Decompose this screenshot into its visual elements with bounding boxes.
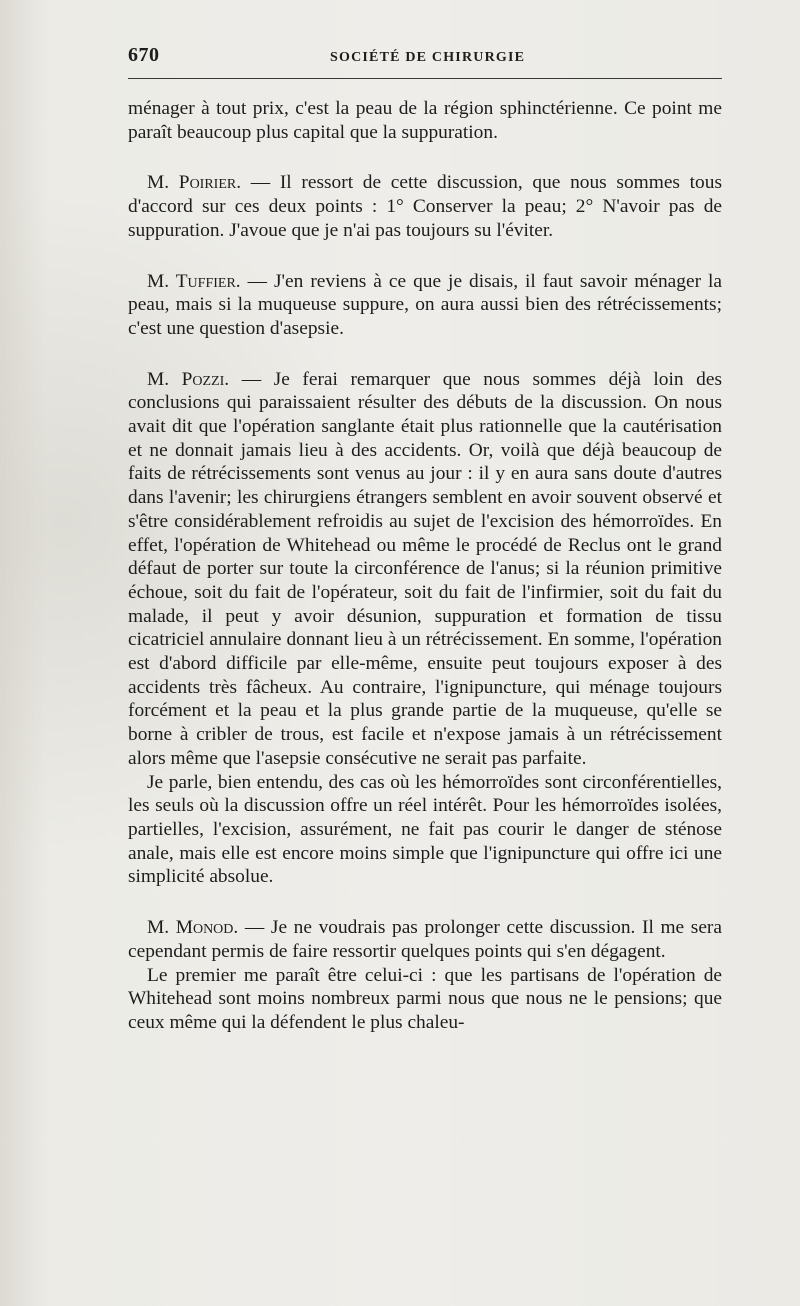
speaker-name: M. Pozzi. (147, 368, 230, 390)
speaker-name: M. Poirier. (147, 172, 242, 194)
paragraph-continued (128, 97, 722, 144)
paragraph-text: Le premier me paraît être celui-ci : que les partisans de l'opération de Whitehead sont moins nombreux parmi nous que nous ne le pensions; que ceux même qui la défendent le plus chaleu- (128, 964, 722, 1033)
paragraph-monod (128, 916, 722, 963)
header-rule (128, 78, 722, 79)
running-head (128, 44, 722, 72)
paragraph-monod-continued (128, 964, 722, 1035)
running-title: SOCIÉTÉ DE CHIRURGIE (330, 50, 526, 65)
body-text (128, 97, 722, 1035)
paragraph-text: — Il ressort de cette discussion, que nous sommes tous d'accord sur ces deux points : 1° Conserver la peau; 2° N'avoir pas de suppuration. J'avoue que je n'ai pas toujours su l'éviter. (128, 172, 722, 241)
paragraph-pozzi (128, 368, 722, 771)
speaker-name: M. Monod. (147, 917, 239, 939)
paragraph-text: — Je ferai remarquer que nous sommes déjà loin des conclusions qui paraissaient résulter des débuts de la discussion. On nous avait dit que l'opération sanglante était plus rationnelle que la cautérisation et ne donnait jamais lieu à des accidents. Or, voilà que déjà beaucoup de faits de rétrécissements sont venus au jour : il y en aura sans doute d'autres dans l'avenir; les chirurgiens étrangers semblent en avoir souvent observé et s'être considérablement refroidis au sujet de l'excision des hémorroïdes. En effet, l'opération de Whitehead ou même le procédé de Reclus ont le grand défaut de porter sur toute la circonférence de l'anus; si la réunion primitive échoue, soit du fait de l'opérateur, soit du fait de l'infirmier, soit du fait du malade, il peut y avoir désunion, suppuration et formation de tissu cicatriciel annulaire donnant lieu à un rétrécissement. En somme, l'opération est d'abord difficile par elle-même, ensuite peut toujours exposer à des accidents très fâcheux. Au contraire, l'ignipuncture, qui ménage toujours forcément et la peau et la plus grande partie de la muqueuse, qu'elle se borne à cribler de trous, est facile et n'expose jamais à un rétrécissement alors même que l'asepsie consécutive ne serait pas parfaite. (128, 368, 722, 769)
paragraph-text: ménager à tout prix, c'est la peau de la région sphinctérienne. Ce point me paraît beaucoup plus capital que la suppuration. (128, 98, 722, 143)
paragraph-tuffier (128, 270, 722, 341)
paragraph-text: Je parle, bien entendu, des cas où les hémorroïdes sont circonférentielles, les seuls où la discussion offre un réel intérêt. Pour les hémorroïdes isolées, partielles, l'excision, assurément, ne fait pas courir le danger de sténose anale, mais elle est encore moins simple que l'ignipuncture qui offre ici une simplicité absolue. (128, 771, 722, 888)
paragraph-text: — Je ne voudrais pas prolonger cette discussion. Il me sera cependant permis de faire ressortir quelques points qui s'en dégagent. (128, 917, 722, 962)
page-number: 670 (128, 44, 160, 66)
paragraph-pozzi-continued (128, 771, 722, 890)
speaker-name: M. Tuffier. (147, 270, 241, 292)
paragraph-poirier (128, 171, 722, 242)
paragraph-text: — J'en reviens à ce que je disais, il faut savoir ménager la peau, mais si la muqueuse suppure, on aura aussi bien des rétrécissements; c'est une question d'asepsie. (128, 270, 722, 339)
